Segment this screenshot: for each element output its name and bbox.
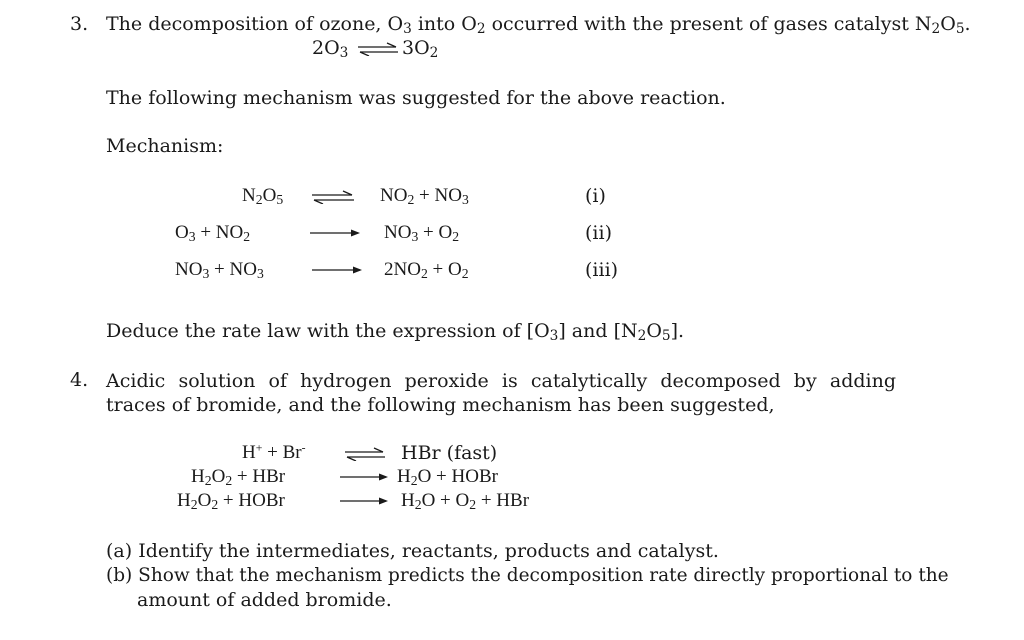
q4-step-3-left: $H_2O_2$ + HOBr [177, 490, 285, 512]
q4-step-2-left: $H_2O_2$ + HBr [191, 466, 286, 488]
q4-step-1-left: H+ + Br- [242, 441, 306, 463]
question-4-intro: Acidic solution of hydrogen peroxide is catalytically decomposed by adding traces of bromide, and the following mechanism has been suggested, [106, 370, 896, 416]
part-b-line-2: amount of added bromide. [137, 589, 392, 611]
q4-step-2-right: $H_2O$ + HOBr [397, 466, 498, 488]
q4-step-3-right: $H_2O + O_2$ + HBr [401, 490, 530, 512]
question-3-number: 3. [70, 13, 89, 35]
part-a: (a) Identify the intermediates, reactants, products and catalyst. [106, 540, 719, 562]
step-3-tag: (iii) [585, 259, 619, 281]
part-b-line-1: (b) Show that the mechanism predicts the decomposition rate directly proportional to the [106, 565, 949, 586]
step-1-tag: (i) [585, 185, 606, 207]
forward-arrow-icon [310, 228, 362, 238]
step-2-left: $O_3 + NO_2$ [175, 222, 251, 244]
step-1-right: $NO_2 + NO_3$ [380, 185, 469, 207]
q4-step-1-right: HBr (fast) [401, 442, 498, 464]
question-3-task: Deduce the rate law with the expression of $[O_3]$ and $[N_2O_5]$. [106, 320, 685, 344]
equilibrium-arrow-icon [310, 190, 356, 204]
forward-arrow-icon [340, 496, 390, 506]
step-3-right: $2NO_2 + O_2$ [384, 259, 469, 281]
step-2-tag: (ii) [585, 222, 612, 244]
forward-arrow-icon [312, 265, 364, 275]
question-4-number: 4. [70, 369, 89, 391]
overall-reaction-right: $3O_2$ [402, 37, 439, 61]
forward-arrow-icon [340, 472, 390, 482]
step-2-right: $NO_3 + O_2$ [384, 222, 460, 244]
mechanism-label: Mechanism: [106, 135, 224, 157]
question-3-intro: The decomposition of ozone, $O_3$ into $O_2$ occurred with the present of gases catalyst $N_2O_5$. [106, 13, 971, 37]
overall-reaction-left: $2O_3$ [312, 37, 349, 61]
mechanism-intro: The following mechanism was suggested for the above reaction. [106, 87, 726, 109]
step-3-left: $NO_3 + NO_3$ [175, 259, 264, 281]
equilibrium-arrow-icon [356, 42, 400, 56]
step-1-left: $N_2O_5$ [242, 185, 284, 207]
equilibrium-arrow-icon [343, 447, 387, 461]
